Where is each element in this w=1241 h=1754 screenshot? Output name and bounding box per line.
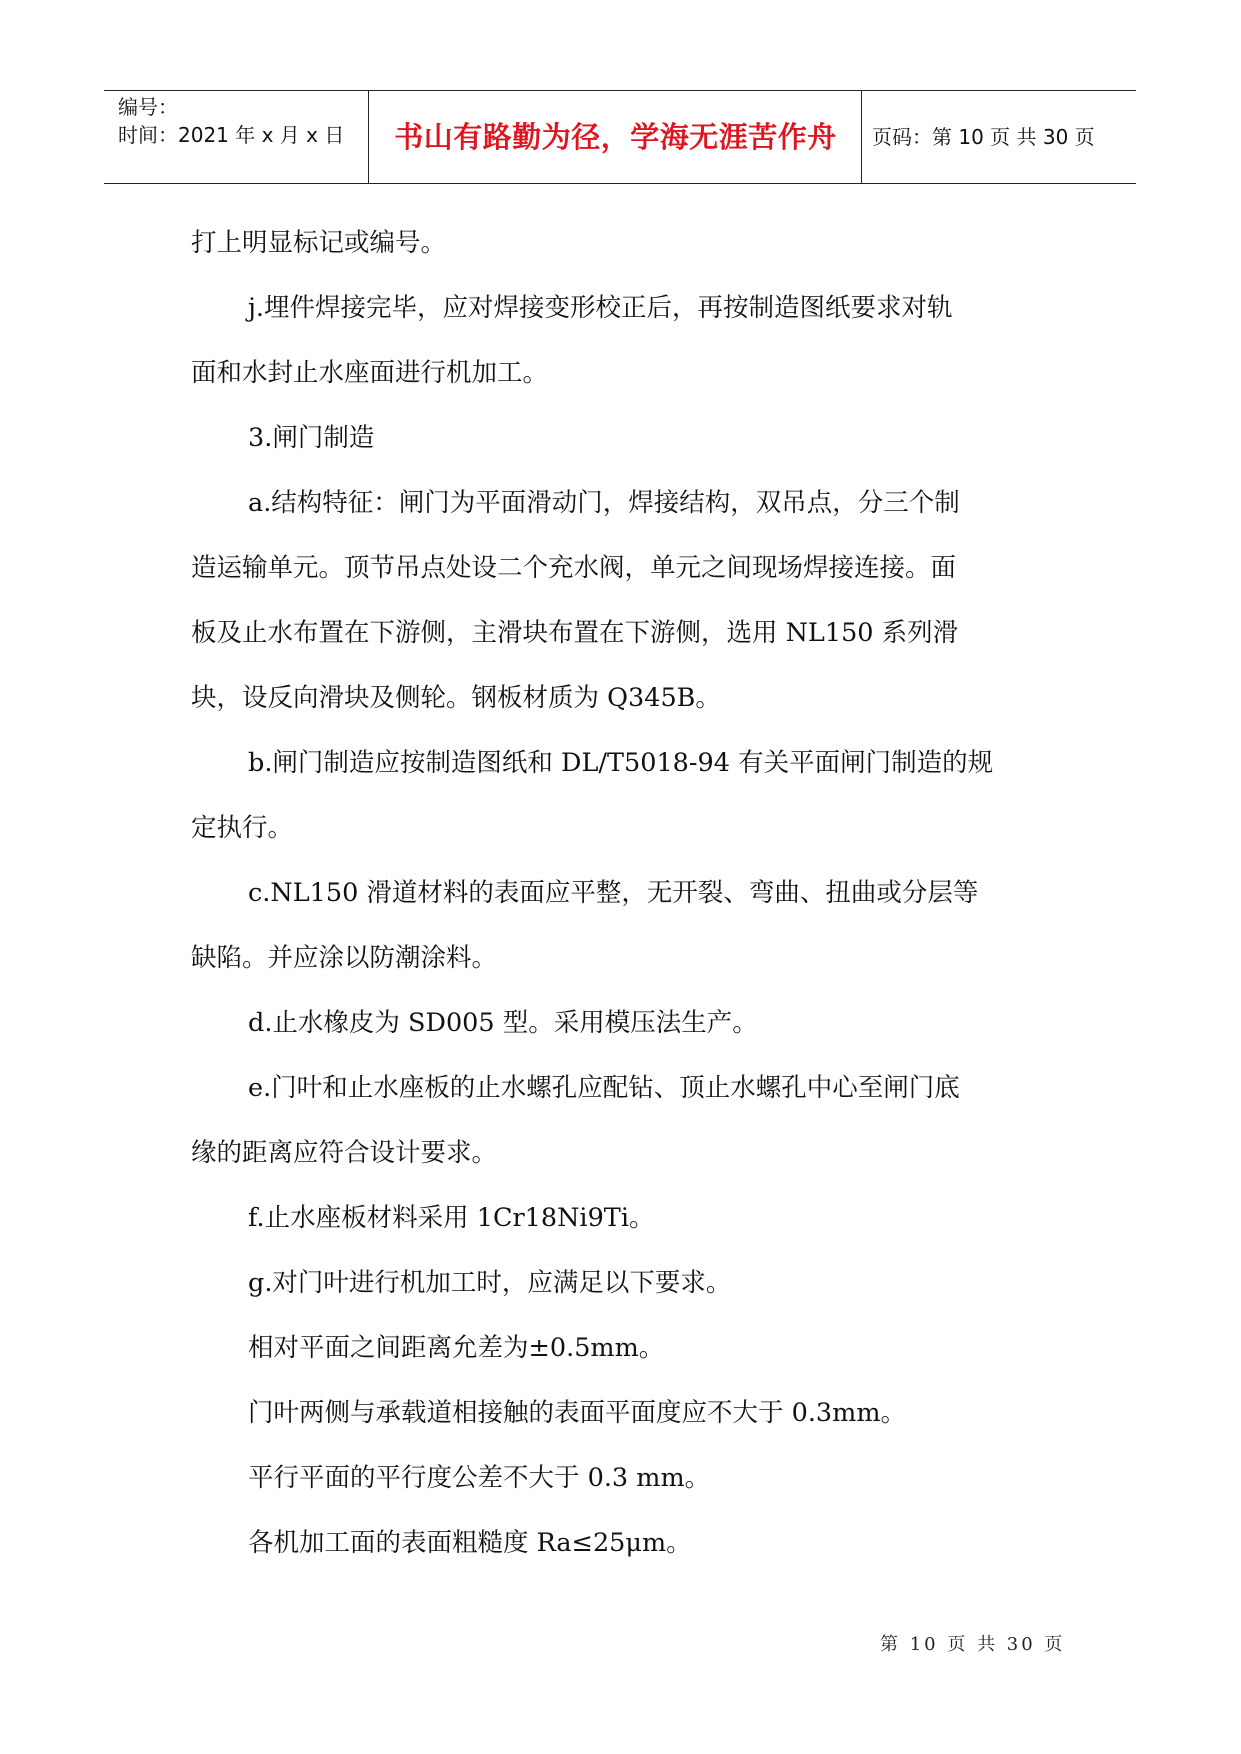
paragraph-line: e.门叶和止水座板的止水螺孔应配钻、顶止水螺孔中心至闸门底: [248, 1073, 960, 1103]
paragraph-line: 缺陷。并应涂以防潮涂料。: [191, 943, 498, 973]
paragraph-line: 门叶两侧与承载道相接触的表面平面度应不大于 0.3mm。: [248, 1398, 907, 1428]
paragraph-line: 缘的距离应符合设计要求。: [191, 1138, 498, 1168]
document-body: [191, 214, 1061, 1579]
header-page-info: 页码：第 10 页 共 30 页: [872, 125, 1095, 149]
paragraph-line: g.对门叶进行机加工时，应满足以下要求。: [248, 1268, 732, 1298]
paragraph-line: d.止水橡皮为 SD005 型。采用模压法生产。: [248, 1008, 758, 1038]
paragraph-line: j.埋件焊接完毕，应对焊接变形校正后，再按制造图纸要求对轨: [248, 293, 953, 323]
paragraph-line: 造运输单元。顶节吊点处设二个充水阀，单元之间现场焊接连接。面: [191, 553, 957, 583]
paragraph-line: b.闸门制造应按制造图纸和 DL/T5018-94 有关平面闸门制造的规: [248, 748, 994, 778]
paragraph-line: f.止水座板材料采用 1Cr18Ni9Ti。: [248, 1203, 655, 1233]
paragraph-line: 定执行。: [191, 813, 294, 843]
paragraph-line: 平行平面的平行度公差不大于 0.3 mm。: [248, 1463, 711, 1493]
header-meta: [118, 93, 358, 149]
paragraph-line: c.NL150 滑道材料的表面应平整，无开裂、弯曲、扭曲或分层等: [248, 878, 979, 908]
paragraph-line: 块，设反向滑块及侧轮。钢板材质为 Q345B。: [191, 683, 721, 713]
paragraph-line: 各机加工面的表面粗糙度 Ra≤25μm。: [248, 1528, 692, 1558]
header-motto: 书山有路勤为径，学海无涯苦作舟: [394, 120, 837, 154]
paragraph-line: 打上明显标记或编号。: [191, 228, 447, 258]
paragraph-line: 相对平面之间距离允差为±0.5mm。: [248, 1333, 665, 1363]
paragraph-line: 板及止水布置在下游侧，主滑块布置在下游侧，选用 NL150 系列滑: [191, 618, 959, 648]
section-heading: 3.闸门制造: [248, 423, 375, 453]
paragraph-line: a.结构特征：闸门为平面滑动门，焊接结构，双吊点，分三个制: [248, 488, 960, 518]
time-label: 时间：2021 年 x 月 x 日: [118, 123, 345, 147]
header-divider-right: [861, 91, 862, 183]
serial-number-label: 编号：: [118, 95, 178, 119]
paragraph-line: 面和水封止水座面进行机加工。: [191, 358, 549, 388]
page-header: [104, 90, 1136, 184]
page-footer: 第 10 页 共 30 页: [880, 1634, 1066, 1655]
header-divider-left: [368, 91, 369, 183]
